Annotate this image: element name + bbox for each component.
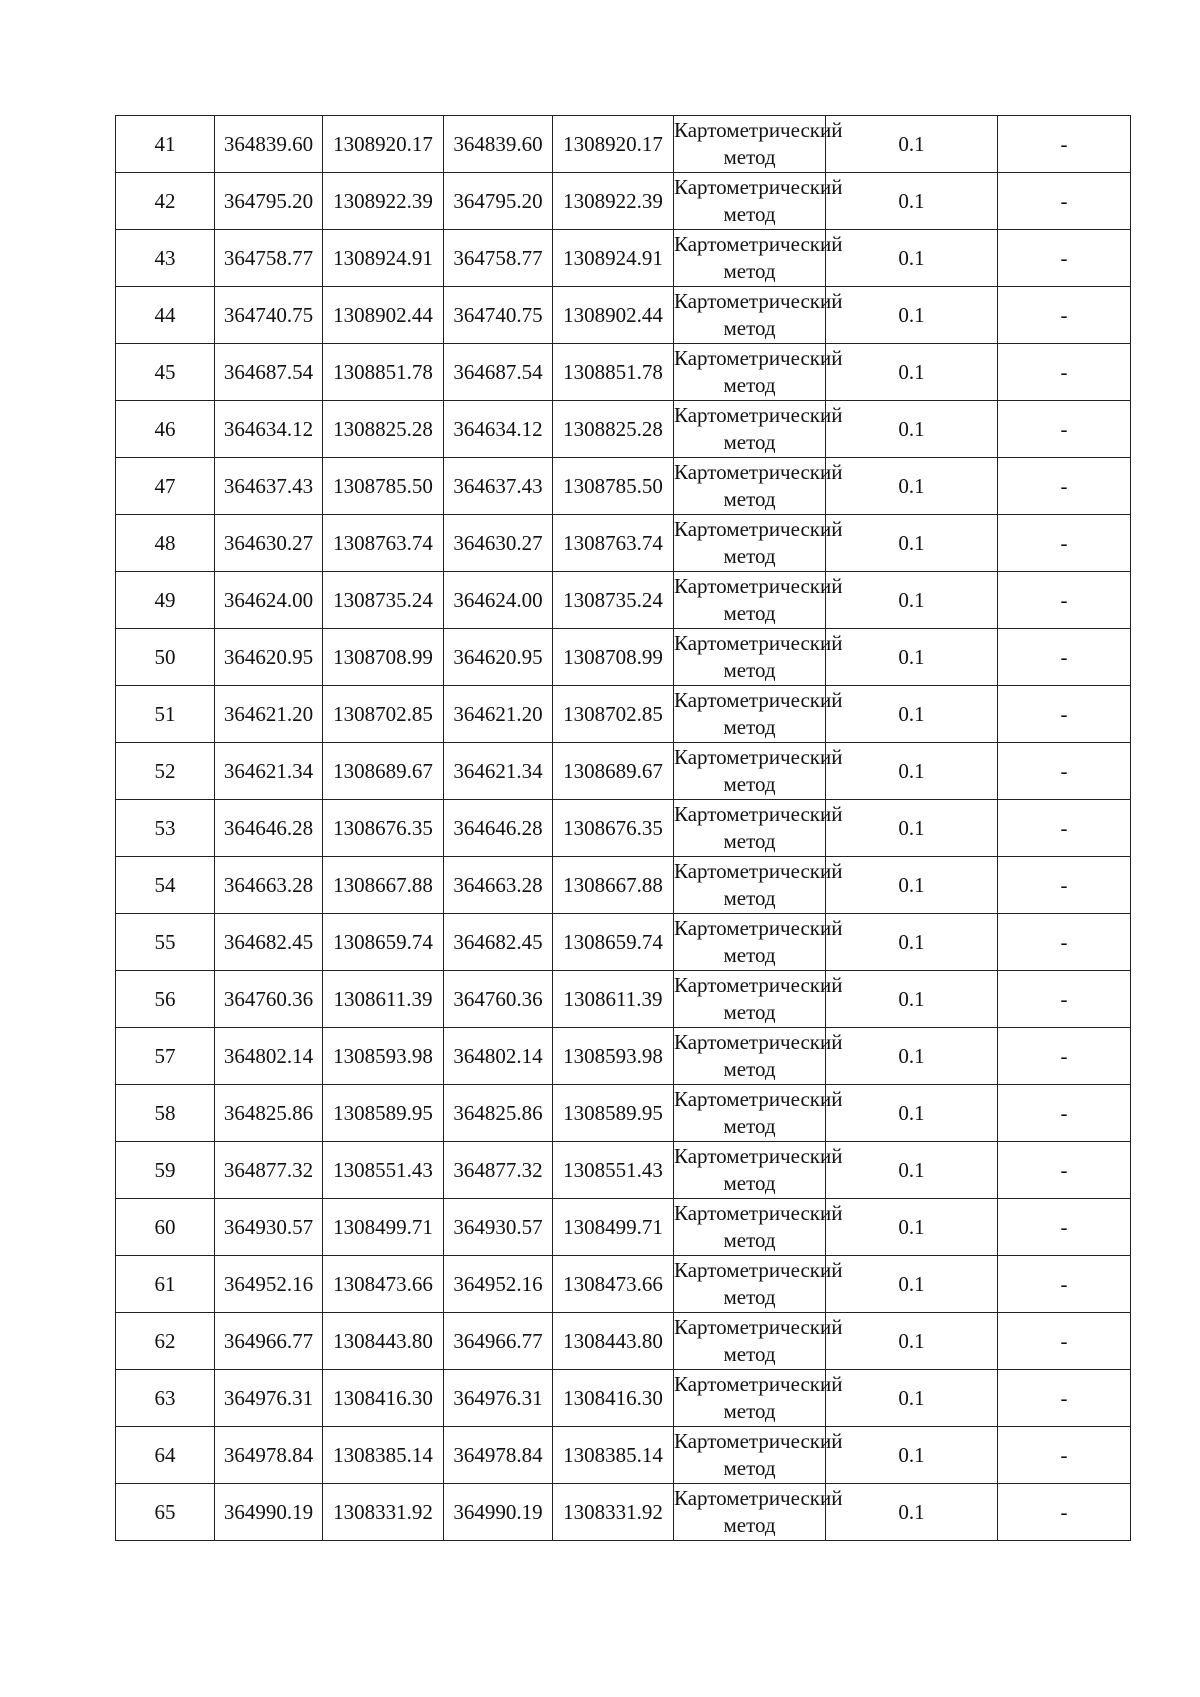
x-existing-cell: 364795.20 <box>215 173 323 230</box>
note-cell: - <box>998 572 1131 629</box>
point-number-cell: 65 <box>116 1484 215 1541</box>
accuracy-cell: 0.1 <box>826 116 998 173</box>
accuracy-cell: 0.1 <box>826 914 998 971</box>
note-cell: - <box>998 1142 1131 1199</box>
point-number-cell: 60 <box>116 1199 215 1256</box>
table-row <box>116 287 1131 344</box>
y-existing-cell: 1308385.14 <box>323 1427 444 1484</box>
y-refined-cell: 1308825.28 <box>553 401 674 458</box>
accuracy-cell: 0.1 <box>826 458 998 515</box>
method-cell: Картометрический метод <box>674 1142 826 1199</box>
x-refined-cell: 364839.60 <box>444 116 553 173</box>
note-cell: - <box>998 401 1131 458</box>
accuracy-cell: 0.1 <box>826 1484 998 1541</box>
y-refined-cell: 1308689.67 <box>553 743 674 800</box>
x-refined-cell: 364976.31 <box>444 1370 553 1427</box>
x-refined-cell: 364630.27 <box>444 515 553 572</box>
method-cell: Картометрический метод <box>674 1370 826 1427</box>
y-refined-cell: 1308851.78 <box>553 344 674 401</box>
x-refined-cell: 364760.36 <box>444 971 553 1028</box>
table-row <box>116 173 1131 230</box>
y-existing-cell: 1308331.92 <box>323 1484 444 1541</box>
method-cell: Картометрический метод <box>674 743 826 800</box>
x-existing-cell: 364637.43 <box>215 458 323 515</box>
y-existing-cell: 1308473.66 <box>323 1256 444 1313</box>
accuracy-cell: 0.1 <box>826 1085 998 1142</box>
note-cell: - <box>998 1313 1131 1370</box>
table-row <box>116 344 1131 401</box>
method-cell: Картометрический метод <box>674 173 826 230</box>
method-cell: Картометрический метод <box>674 686 826 743</box>
x-refined-cell: 364740.75 <box>444 287 553 344</box>
accuracy-cell: 0.1 <box>826 629 998 686</box>
y-existing-cell: 1308499.71 <box>323 1199 444 1256</box>
x-existing-cell: 364978.84 <box>215 1427 323 1484</box>
table-row <box>116 800 1131 857</box>
accuracy-cell: 0.1 <box>826 686 998 743</box>
accuracy-cell: 0.1 <box>826 1199 998 1256</box>
accuracy-cell: 0.1 <box>826 1313 998 1370</box>
table-row <box>116 629 1131 686</box>
table-row <box>116 572 1131 629</box>
accuracy-cell: 0.1 <box>826 173 998 230</box>
method-cell: Картометрический метод <box>674 458 826 515</box>
method-cell: Картометрический метод <box>674 1313 826 1370</box>
coordinates-table <box>115 115 1131 1541</box>
x-existing-cell: 364802.14 <box>215 1028 323 1085</box>
method-cell: Картометрический метод <box>674 800 826 857</box>
method-cell: Картометрический метод <box>674 344 826 401</box>
method-cell: Картометрический метод <box>674 1427 826 1484</box>
x-refined-cell: 364621.20 <box>444 686 553 743</box>
point-number-cell: 46 <box>116 401 215 458</box>
point-number-cell: 49 <box>116 572 215 629</box>
point-number-cell: 45 <box>116 344 215 401</box>
y-existing-cell: 1308825.28 <box>323 401 444 458</box>
table-row <box>116 1199 1131 1256</box>
accuracy-cell: 0.1 <box>826 1427 998 1484</box>
point-number-cell: 54 <box>116 857 215 914</box>
y-refined-cell: 1308593.98 <box>553 1028 674 1085</box>
table-body <box>116 116 1131 1541</box>
accuracy-cell: 0.1 <box>826 800 998 857</box>
accuracy-cell: 0.1 <box>826 971 998 1028</box>
x-refined-cell: 364663.28 <box>444 857 553 914</box>
y-existing-cell: 1308763.74 <box>323 515 444 572</box>
x-refined-cell: 364966.77 <box>444 1313 553 1370</box>
method-cell: Картометрический метод <box>674 401 826 458</box>
note-cell: - <box>998 743 1131 800</box>
x-refined-cell: 364802.14 <box>444 1028 553 1085</box>
accuracy-cell: 0.1 <box>826 344 998 401</box>
x-existing-cell: 364966.77 <box>215 1313 323 1370</box>
y-refined-cell: 1308385.14 <box>553 1427 674 1484</box>
table-row <box>116 1313 1131 1370</box>
method-cell: Картометрический метод <box>674 515 826 572</box>
point-number-cell: 57 <box>116 1028 215 1085</box>
y-refined-cell: 1308785.50 <box>553 458 674 515</box>
y-refined-cell: 1308331.92 <box>553 1484 674 1541</box>
x-existing-cell: 364630.27 <box>215 515 323 572</box>
note-cell: - <box>998 287 1131 344</box>
point-number-cell: 50 <box>116 629 215 686</box>
point-number-cell: 53 <box>116 800 215 857</box>
y-existing-cell: 1308708.99 <box>323 629 444 686</box>
point-number-cell: 61 <box>116 1256 215 1313</box>
x-refined-cell: 364952.16 <box>444 1256 553 1313</box>
point-number-cell: 62 <box>116 1313 215 1370</box>
x-refined-cell: 364637.43 <box>444 458 553 515</box>
x-existing-cell: 364624.00 <box>215 572 323 629</box>
note-cell: - <box>998 971 1131 1028</box>
note-cell: - <box>998 230 1131 287</box>
x-existing-cell: 364990.19 <box>215 1484 323 1541</box>
method-cell: Картометрический метод <box>674 230 826 287</box>
y-existing-cell: 1308611.39 <box>323 971 444 1028</box>
x-refined-cell: 364758.77 <box>444 230 553 287</box>
note-cell: - <box>998 1256 1131 1313</box>
y-refined-cell: 1308702.85 <box>553 686 674 743</box>
table-row <box>116 1028 1131 1085</box>
point-number-cell: 63 <box>116 1370 215 1427</box>
y-existing-cell: 1308667.88 <box>323 857 444 914</box>
accuracy-cell: 0.1 <box>826 515 998 572</box>
note-cell: - <box>998 1370 1131 1427</box>
y-refined-cell: 1308920.17 <box>553 116 674 173</box>
x-existing-cell: 364877.32 <box>215 1142 323 1199</box>
x-refined-cell: 364682.45 <box>444 914 553 971</box>
table-row <box>116 515 1131 572</box>
table-row <box>116 971 1131 1028</box>
y-refined-cell: 1308708.99 <box>553 629 674 686</box>
point-number-cell: 52 <box>116 743 215 800</box>
table-row <box>116 1370 1131 1427</box>
accuracy-cell: 0.1 <box>826 1028 998 1085</box>
x-existing-cell: 364760.36 <box>215 971 323 1028</box>
x-refined-cell: 364620.95 <box>444 629 553 686</box>
y-existing-cell: 1308922.39 <box>323 173 444 230</box>
x-refined-cell: 364930.57 <box>444 1199 553 1256</box>
y-existing-cell: 1308551.43 <box>323 1142 444 1199</box>
x-existing-cell: 364687.54 <box>215 344 323 401</box>
y-refined-cell: 1308922.39 <box>553 173 674 230</box>
y-refined-cell: 1308924.91 <box>553 230 674 287</box>
y-refined-cell: 1308735.24 <box>553 572 674 629</box>
x-existing-cell: 364621.34 <box>215 743 323 800</box>
method-cell: Картометрический метод <box>674 116 826 173</box>
accuracy-cell: 0.1 <box>826 572 998 629</box>
table-row <box>116 857 1131 914</box>
point-number-cell: 64 <box>116 1427 215 1484</box>
x-refined-cell: 364634.12 <box>444 401 553 458</box>
y-refined-cell: 1308676.35 <box>553 800 674 857</box>
method-cell: Картометрический метод <box>674 1085 826 1142</box>
point-number-cell: 47 <box>116 458 215 515</box>
method-cell: Картометрический метод <box>674 1484 826 1541</box>
y-refined-cell: 1308611.39 <box>553 971 674 1028</box>
y-existing-cell: 1308659.74 <box>323 914 444 971</box>
y-existing-cell: 1308593.98 <box>323 1028 444 1085</box>
x-refined-cell: 364624.00 <box>444 572 553 629</box>
x-existing-cell: 364646.28 <box>215 800 323 857</box>
method-cell: Картометрический метод <box>674 1256 826 1313</box>
y-refined-cell: 1308473.66 <box>553 1256 674 1313</box>
table-row <box>116 914 1131 971</box>
y-existing-cell: 1308589.95 <box>323 1085 444 1142</box>
note-cell: - <box>998 344 1131 401</box>
note-cell: - <box>998 914 1131 971</box>
note-cell: - <box>998 173 1131 230</box>
x-refined-cell: 364795.20 <box>444 173 553 230</box>
point-number-cell: 58 <box>116 1085 215 1142</box>
point-number-cell: 51 <box>116 686 215 743</box>
x-existing-cell: 364740.75 <box>215 287 323 344</box>
note-cell: - <box>998 1484 1131 1541</box>
y-existing-cell: 1308924.91 <box>323 230 444 287</box>
y-existing-cell: 1308676.35 <box>323 800 444 857</box>
y-refined-cell: 1308659.74 <box>553 914 674 971</box>
x-existing-cell: 364663.28 <box>215 857 323 914</box>
note-cell: - <box>998 1427 1131 1484</box>
x-existing-cell: 364758.77 <box>215 230 323 287</box>
note-cell: - <box>998 515 1131 572</box>
point-number-cell: 59 <box>116 1142 215 1199</box>
x-refined-cell: 364621.34 <box>444 743 553 800</box>
y-existing-cell: 1308702.85 <box>323 686 444 743</box>
accuracy-cell: 0.1 <box>826 230 998 287</box>
y-refined-cell: 1308551.43 <box>553 1142 674 1199</box>
y-refined-cell: 1308667.88 <box>553 857 674 914</box>
method-cell: Картометрический метод <box>674 971 826 1028</box>
method-cell: Картометрический метод <box>674 857 826 914</box>
x-existing-cell: 364930.57 <box>215 1199 323 1256</box>
table-row <box>116 1256 1131 1313</box>
y-refined-cell: 1308902.44 <box>553 287 674 344</box>
point-number-cell: 48 <box>116 515 215 572</box>
note-cell: - <box>998 800 1131 857</box>
y-existing-cell: 1308785.50 <box>323 458 444 515</box>
x-refined-cell: 364687.54 <box>444 344 553 401</box>
point-number-cell: 55 <box>116 914 215 971</box>
x-existing-cell: 364634.12 <box>215 401 323 458</box>
x-refined-cell: 364825.86 <box>444 1085 553 1142</box>
point-number-cell: 56 <box>116 971 215 1028</box>
table-row <box>116 743 1131 800</box>
table-row <box>116 1085 1131 1142</box>
method-cell: Картометрический метод <box>674 1028 826 1085</box>
y-refined-cell: 1308416.30 <box>553 1370 674 1427</box>
accuracy-cell: 0.1 <box>826 1256 998 1313</box>
y-existing-cell: 1308902.44 <box>323 287 444 344</box>
table-row <box>116 401 1131 458</box>
method-cell: Картометрический метод <box>674 629 826 686</box>
x-existing-cell: 364620.95 <box>215 629 323 686</box>
note-cell: - <box>998 458 1131 515</box>
note-cell: - <box>998 116 1131 173</box>
y-existing-cell: 1308920.17 <box>323 116 444 173</box>
x-existing-cell: 364682.45 <box>215 914 323 971</box>
note-cell: - <box>998 1085 1131 1142</box>
accuracy-cell: 0.1 <box>826 743 998 800</box>
method-cell: Картометрический метод <box>674 572 826 629</box>
table-row <box>116 116 1131 173</box>
note-cell: - <box>998 686 1131 743</box>
x-existing-cell: 364976.31 <box>215 1370 323 1427</box>
y-existing-cell: 1308443.80 <box>323 1313 444 1370</box>
y-refined-cell: 1308499.71 <box>553 1199 674 1256</box>
x-existing-cell: 364839.60 <box>215 116 323 173</box>
note-cell: - <box>998 629 1131 686</box>
x-refined-cell: 364646.28 <box>444 800 553 857</box>
point-number-cell: 42 <box>116 173 215 230</box>
note-cell: - <box>998 1199 1131 1256</box>
accuracy-cell: 0.1 <box>826 401 998 458</box>
accuracy-cell: 0.1 <box>826 857 998 914</box>
x-existing-cell: 364952.16 <box>215 1256 323 1313</box>
x-refined-cell: 364978.84 <box>444 1427 553 1484</box>
table-row <box>116 458 1131 515</box>
table-row <box>116 686 1131 743</box>
note-cell: - <box>998 1028 1131 1085</box>
note-cell: - <box>998 857 1131 914</box>
accuracy-cell: 0.1 <box>826 1142 998 1199</box>
y-existing-cell: 1308851.78 <box>323 344 444 401</box>
accuracy-cell: 0.1 <box>826 287 998 344</box>
method-cell: Картометрический метод <box>674 287 826 344</box>
point-number-cell: 44 <box>116 287 215 344</box>
point-number-cell: 43 <box>116 230 215 287</box>
table-row <box>116 230 1131 287</box>
y-refined-cell: 1308443.80 <box>553 1313 674 1370</box>
y-refined-cell: 1308589.95 <box>553 1085 674 1142</box>
method-cell: Картометрический метод <box>674 1199 826 1256</box>
table-row <box>116 1427 1131 1484</box>
table-row <box>116 1142 1131 1199</box>
point-number-cell: 41 <box>116 116 215 173</box>
x-existing-cell: 364621.20 <box>215 686 323 743</box>
x-refined-cell: 364877.32 <box>444 1142 553 1199</box>
table-row <box>116 1484 1131 1541</box>
accuracy-cell: 0.1 <box>826 1370 998 1427</box>
method-cell: Картометрический метод <box>674 914 826 971</box>
y-existing-cell: 1308689.67 <box>323 743 444 800</box>
x-refined-cell: 364990.19 <box>444 1484 553 1541</box>
y-existing-cell: 1308735.24 <box>323 572 444 629</box>
y-refined-cell: 1308763.74 <box>553 515 674 572</box>
y-existing-cell: 1308416.30 <box>323 1370 444 1427</box>
x-existing-cell: 364825.86 <box>215 1085 323 1142</box>
